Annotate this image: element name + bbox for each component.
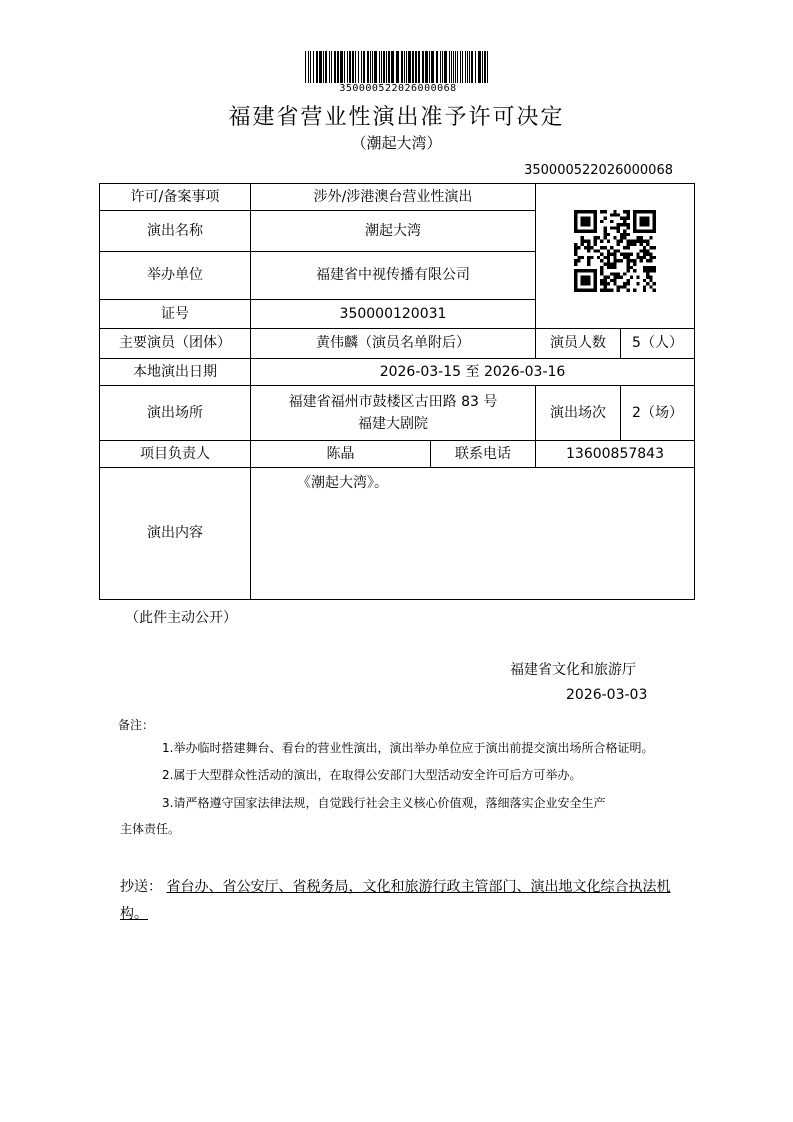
organizer-value: 福建省中视传播有限公司 [251, 252, 536, 300]
document-number: 350000522026000068 [524, 163, 673, 178]
performer-count-label: 演员人数 [536, 329, 621, 359]
manager-label: 项目负责人 [100, 441, 251, 468]
performer-count-value: 5（人） [621, 329, 695, 359]
date-value: 2026-03-15 至 2026-03-16 [251, 359, 695, 386]
venue-line-1: 福建省福州市鼓楼区古田路 83 号 [288, 393, 498, 410]
phone-value: 13600857843 [536, 441, 695, 468]
public-disclosure-note: （此件主动公开） [125, 610, 237, 626]
note-item-3: 3.请严格遵守国家法律法规，自觉践行社会主义核心价值观，落细落实企业安全生产 [162, 796, 606, 810]
barcode-number: 350000522026000068 [339, 83, 457, 94]
qr-code-image [574, 210, 656, 292]
venue-label: 演出场所 [100, 386, 251, 441]
note-item-1: 1.举办临时搭建舞台、看台的营业性演出，演出举办单位应于演出前提交演出场所合格证明。 [162, 741, 654, 755]
note-item-2: 2.属于大型群众性活动的演出，在取得公安部门大型活动安全许可后方可举办。 [162, 768, 582, 782]
show-name-value: 潮起大湾 [251, 211, 536, 252]
main-performer-value: 黄伟麟（演员名单附后） [251, 329, 536, 359]
content-value: 《潮起大湾》。 [251, 468, 695, 600]
main-performer-label: 主要演员（团体） [100, 329, 251, 359]
barcode-image [305, 51, 491, 83]
copy-to-recipients: 省台办、省公安厅、省税务局，文化和旅游行政主管部门、演出地文化综合执法机构。 [120, 879, 671, 922]
organizer-label: 举办单位 [100, 252, 251, 300]
notes-label: 备注： [118, 718, 155, 732]
date-label: 本地演出日期 [100, 359, 251, 386]
copy-to-label: 抄送： [120, 879, 162, 895]
note-item-3-continued: 主体责任。 [120, 822, 181, 836]
content-label: 演出内容 [100, 468, 251, 600]
document-title: 福建省营业性演出准予许可决定 [228, 105, 565, 130]
show-name-label: 演出名称 [100, 211, 251, 252]
license-type-label: 许可/备案事项 [100, 184, 251, 211]
issue-date: 2026-03-03 [566, 687, 648, 703]
manager-value: 陈晶 [251, 441, 431, 468]
copy-to-line [120, 874, 680, 928]
issuing-authority: 福建省文化和旅游厅 [510, 662, 636, 678]
shows-value: 2（场） [621, 386, 695, 441]
license-type-value: 涉外/涉港澳台营业性演出 [251, 184, 536, 211]
document-subtitle: （潮起大湾） [351, 134, 442, 152]
venue-line-2: 福建大剧院 [358, 416, 428, 432]
cert-no-label: 证号 [100, 300, 251, 329]
shows-label: 演出场次 [536, 386, 621, 441]
phone-label: 联系电话 [431, 441, 536, 468]
venue-value [251, 386, 536, 441]
cert-no-value: 350000120031 [251, 300, 536, 329]
